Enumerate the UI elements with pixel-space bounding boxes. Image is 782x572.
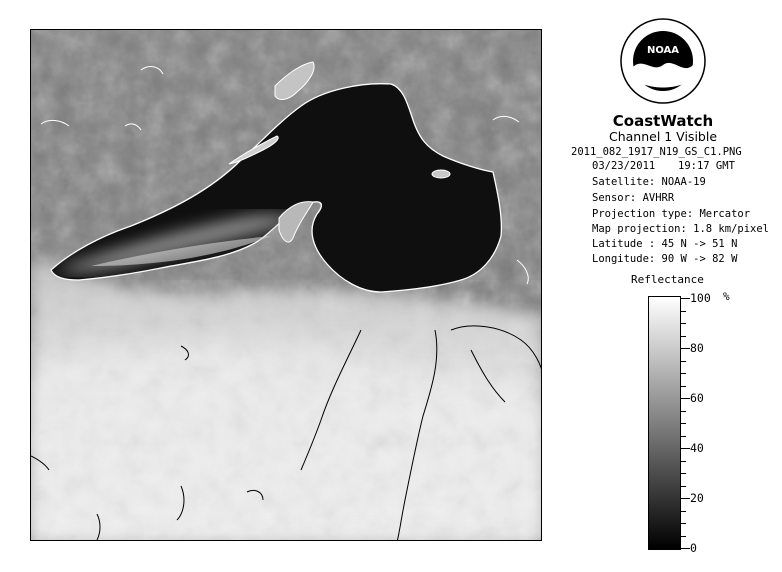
colorbar-tick-label: 40: [690, 441, 704, 455]
date-label: 03/23/2011: [592, 160, 656, 172]
colorbar-minor-tick: [681, 486, 686, 487]
satellite-image[interactable]: [30, 29, 542, 541]
colorbar-minor-tick: [681, 511, 686, 512]
satellite-image-svg: [31, 30, 542, 541]
colorbar-minor-tick: [681, 361, 686, 362]
legend-unit: %: [723, 290, 730, 303]
legend-title: Reflectance: [631, 273, 704, 286]
colorbar-tick-label: 20: [690, 491, 704, 505]
colorbar-tick-label: 80: [690, 341, 704, 355]
longitude-label: Longitude: 90 W -> 82 W: [592, 253, 738, 265]
colorbar-major-tick: [681, 548, 690, 549]
time-label: 19:17 GMT: [678, 160, 735, 172]
colorbar-minor-tick: [681, 536, 686, 537]
filename-label: 2011_082_1917_N19_GS_C1.PNG: [571, 146, 742, 158]
page-title: CoastWatch: [612, 112, 714, 130]
reflectance-colorbar: [648, 296, 681, 550]
colorbar-minor-tick: [681, 473, 686, 474]
colorbar-minor-tick: [681, 386, 686, 387]
colorbar-tick-label: 0: [690, 541, 697, 555]
map-projection-label: Map projection: 1.8 km/pixel: [592, 223, 770, 235]
colorbar-major-tick: [681, 448, 690, 449]
colorbar-minor-tick: [681, 523, 686, 524]
colorbar-minor-tick: [681, 311, 686, 312]
colorbar-tick-label: 60: [690, 391, 704, 405]
latitude-label: Latitude : 45 N -> 51 N: [592, 238, 738, 250]
noaa-logo-text: NOAA: [646, 45, 680, 56]
michipicoten-island: [432, 170, 450, 178]
colorbar-minor-tick: [681, 373, 686, 374]
colorbar-minor-tick: [681, 336, 686, 337]
noaa-logo: [619, 17, 707, 105]
colorbar-minor-tick: [681, 323, 686, 324]
colorbar-minor-tick: [681, 423, 686, 424]
colorbar-tick-label: 100: [690, 291, 711, 305]
sensor-label: Sensor: AVHRR: [592, 192, 675, 204]
projection-type-label: Projection type: Mercator: [592, 208, 751, 220]
colorbar-minor-tick: [681, 461, 686, 462]
satellite-label: Satellite: NOAA-19: [592, 176, 706, 188]
colorbar-minor-tick: [681, 411, 686, 412]
colorbar-major-tick: [681, 348, 690, 349]
channel-label: Channel 1 Visible: [608, 129, 718, 144]
colorbar-major-tick: [681, 298, 690, 299]
colorbar-major-tick: [681, 498, 690, 499]
colorbar-minor-tick: [681, 436, 686, 437]
cloud-texture: [31, 280, 542, 541]
colorbar-major-tick: [681, 398, 690, 399]
